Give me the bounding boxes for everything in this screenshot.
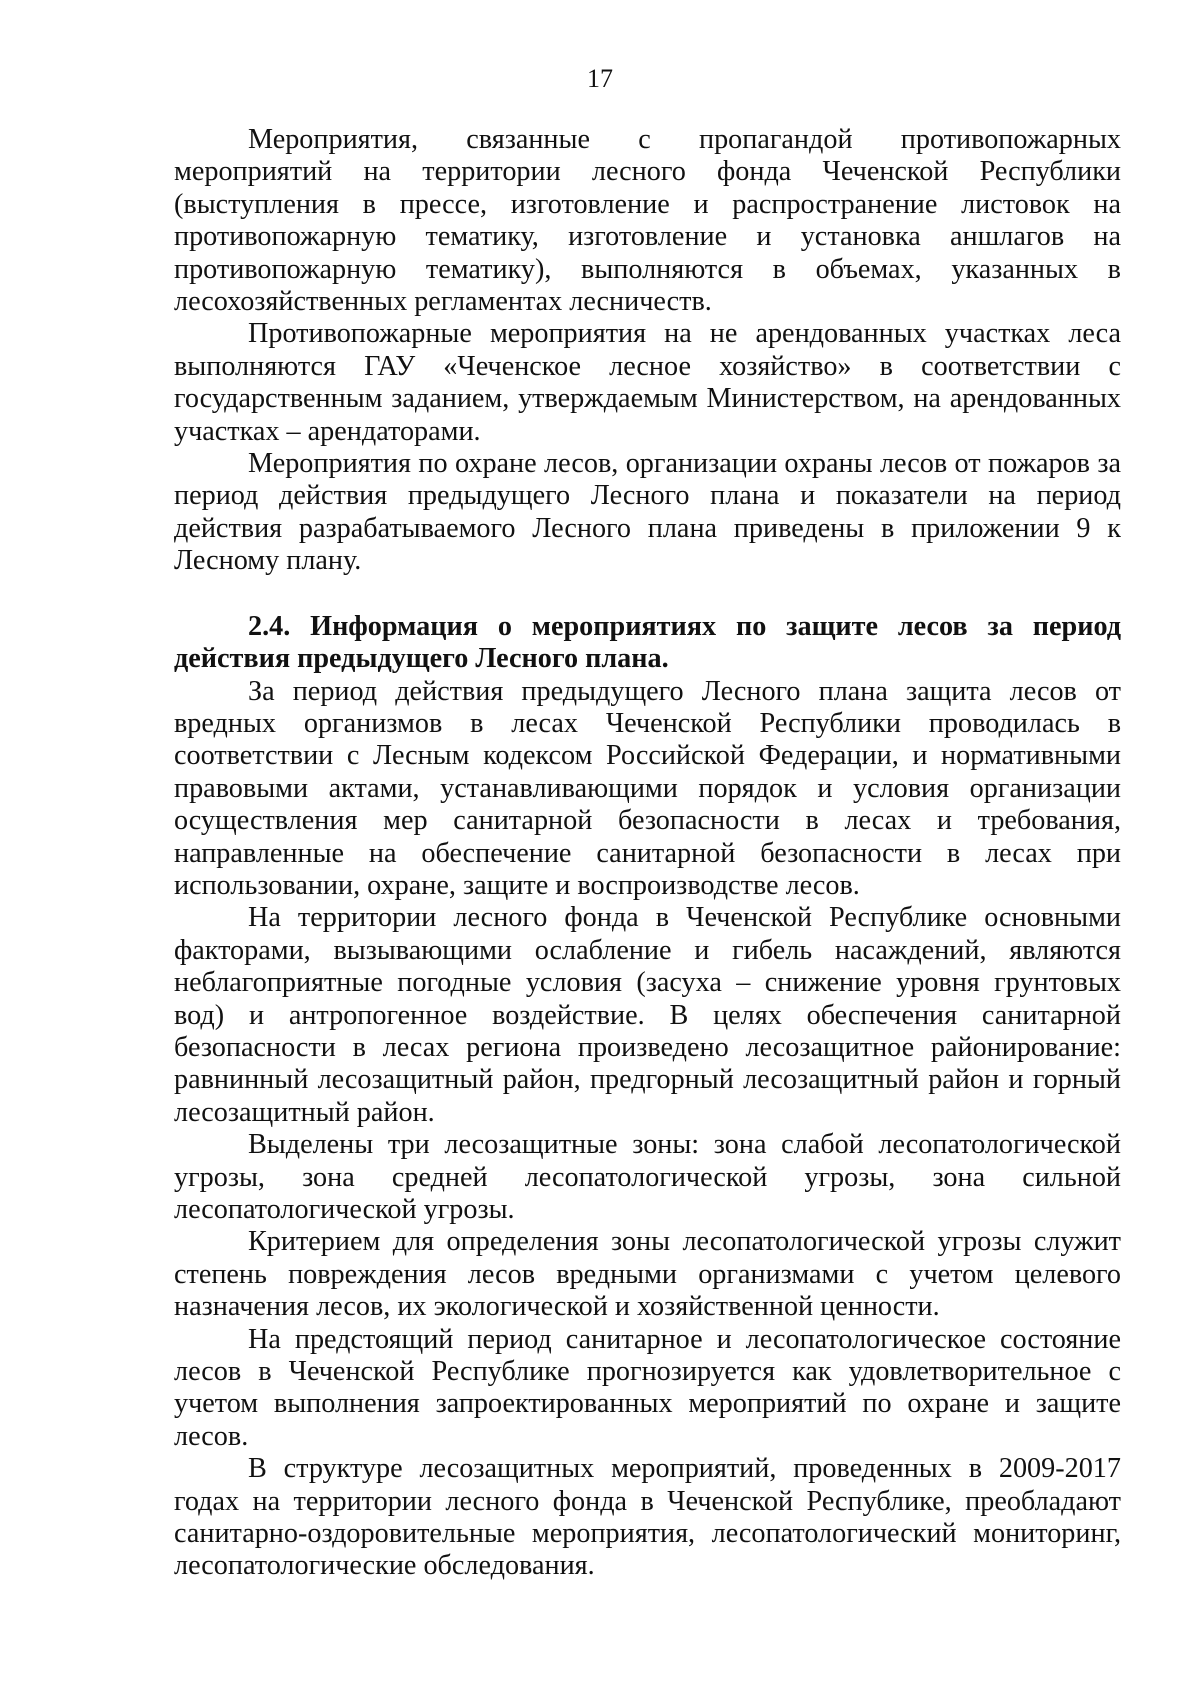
paragraph: На предстоящий период санитарное и лесопатологическое состояние лесов в Чеченской Республике прогнозируется как удовлетворительное с учетом выполнения запроектированных мероприятий по охране и защите лесов.	[174, 1323, 1121, 1452]
paragraph: На территории лесного фонда в Чеченской Республике основными факторами, вызывающими ослабление и гибель насаждений, являются неблагоприятные погодные условия (засуха – снижение уровня грунтовых вод) и антропогенное воздействие. В целях обеспечения санитарной безопасности в лесах региона произведено лесозащитное районирование: равнинный лесозащитный район, предгорный лесозащитный район и горный лесозащитный район.	[174, 902, 1121, 1128]
paragraph: Выделены три лесозащитные зоны: зона слабой лесопатологической угрозы, зона средней лесопатологической угрозы, зона сильной лесопатологической угрозы.	[174, 1129, 1121, 1225]
paragraph: Противопожарные мероприятия на не арендованных участках леса выполняются ГАУ «Чеченское лесное хозяйство» в соответствии с государственным заданием, утверждаемым Министерством, на арендованных участках – арендаторами.	[174, 318, 1121, 447]
section-heading: 2.4. Информация о мероприятиях по защите лесов за период действия предыдущего Лесного плана.	[174, 610, 1121, 675]
paragraph: Мероприятия, связанные с пропагандой противопожарных мероприятий на территории лесного фонда Чеченской Республики (выступления в прессе, изготовление и распространение листовок на противопожарную тематику, изготовление и установка аншлагов на противопожарную тематику), выполняются в объемах, указанных в лесохозяйственных регламентах лесничеств.	[174, 124, 1121, 318]
paragraph: За период действия предыдущего Лесного плана защита лесов от вредных организмов в лесах Чеченской Республики проводилась в соответствии с Лесным кодексом Российской Федерации, и нормативными правовыми актами, устанавливающими порядок и условия организации осуществления мер санитарной безопасности в лесах и требования, направленные на обеспечение санитарной безопасности в лесах при использовании, охране, защите и воспроизводстве лесов.	[174, 675, 1121, 901]
document-body	[174, 124, 1121, 1583]
page-number: 17	[587, 64, 613, 93]
paragraph: Критерием для определения зоны лесопатологической угрозы служит степень повреждения лесов вредными организмами с учетом целевого назначения лесов, их экологической и хозяйственной ценности.	[174, 1226, 1121, 1323]
paragraph: Мероприятия по охране лесов, организации охраны лесов от пожаров за период действия предыдущего Лесного плана и показатели на период действия разрабатываемого Лесного плана приведены в приложении 9 к Лесному плану.	[174, 448, 1121, 577]
paragraph: В структуре лесозащитных мероприятий, проведенных в 2009-2017 годах на территории лесного фонда в Чеченской Республике, преобладают санитарно-оздоровительные мероприятия, лесопатологический мониторинг, лесопатологические обследования.	[174, 1453, 1121, 1582]
